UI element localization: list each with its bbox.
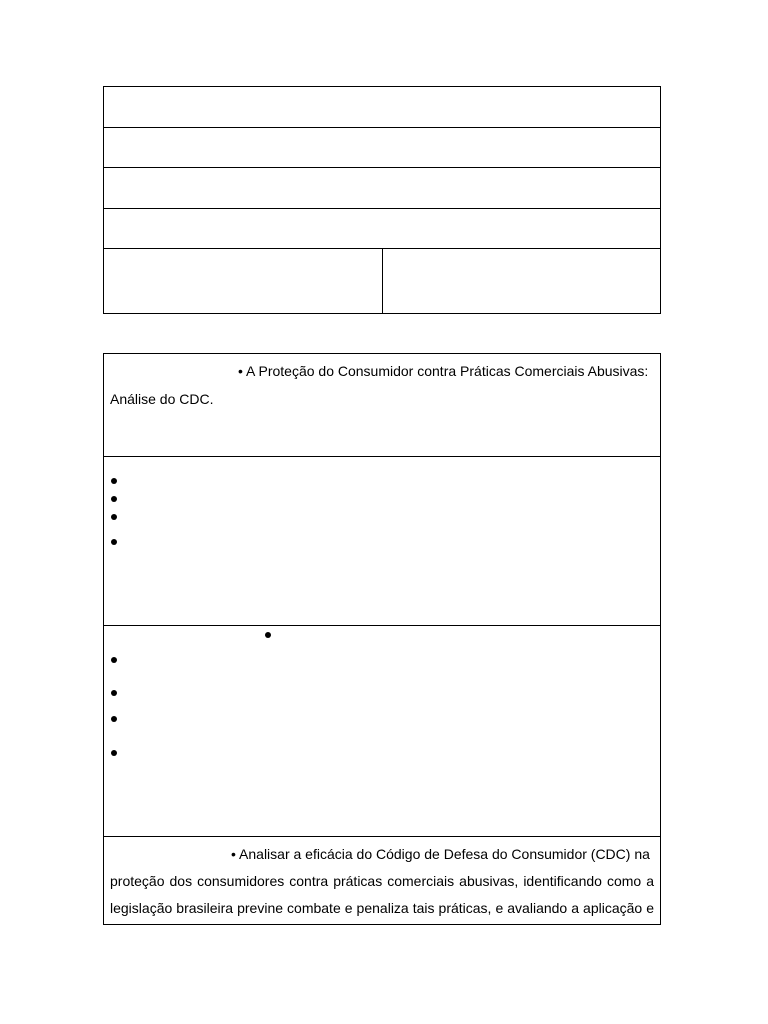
header-column-divider [382, 248, 383, 314]
objective-text-line-3: legislação brasileira previne combate e penaliza tais práticas, e avaliando a aplicação e [110, 900, 654, 916]
list-bullet [111, 539, 117, 545]
objective-section [104, 837, 660, 924]
objective-text-line-1: Analisar a eficácia do Código de Defesa do Consumidor (CDC) na [239, 846, 650, 862]
objective-line-1 [231, 846, 650, 863]
header-row-divider [104, 167, 660, 168]
title-line-1 [238, 363, 648, 380]
objective-text-line-2: proteção dos consumidores contra práticas comerciais abusivas, identificando como a [110, 873, 654, 889]
list-bullet [111, 478, 117, 484]
section-divider [104, 456, 660, 457]
list-bullet [111, 514, 117, 520]
section-divider [104, 625, 660, 626]
list-bullet [111, 750, 117, 756]
title-text-line-2: Análise do CDC. [110, 391, 214, 407]
title-text-line-1: A Proteção do Consumidor contra Práticas Comerciais Abusivas: [246, 363, 649, 379]
list-bullet [111, 496, 117, 502]
list-bullet [265, 632, 271, 638]
title-section [104, 354, 660, 457]
list-bullet [111, 690, 117, 696]
title-bullet: • [238, 363, 243, 379]
content-table [103, 353, 661, 925]
header-row-divider [104, 127, 660, 128]
list-bullet [111, 716, 117, 722]
header-row-divider [104, 208, 660, 209]
list-bullet [111, 657, 117, 663]
objective-bullet: • [231, 846, 236, 862]
header-table [103, 86, 661, 314]
